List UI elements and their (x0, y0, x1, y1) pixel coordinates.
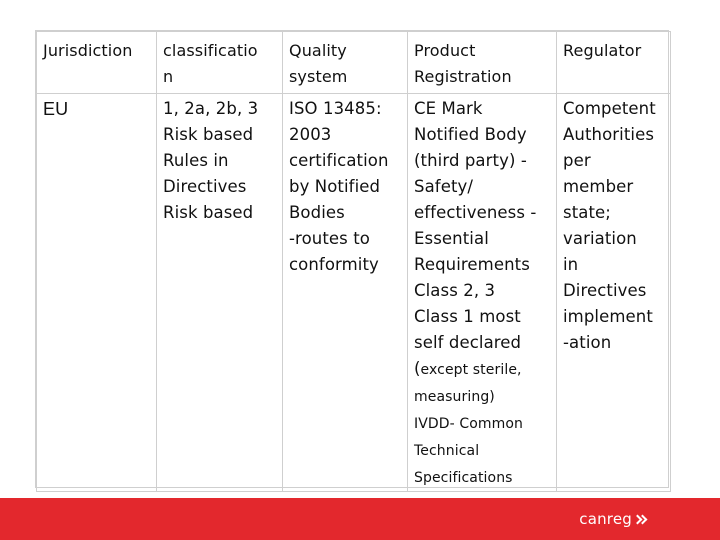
header-cell-product-registration (408, 32, 557, 94)
comparison-table (35, 30, 669, 488)
header-row (37, 32, 671, 94)
cell-regulator (557, 94, 671, 492)
header-quality-system: Quality system (289, 41, 348, 86)
quality-system-value: ISO 13485: 2003 certification by Notified Bodies -routes to conformity (289, 99, 389, 274)
header-cell-quality-system (283, 32, 408, 94)
product-registration-note: except sterile, measuring) IVDD- Common Technical Specifications (414, 362, 524, 486)
product-registration-paren: ( (414, 359, 421, 378)
classification-value: 1, 2a, 2b, 3 Risk based Rules in Directives Risk based (163, 99, 259, 222)
cell-jurisdiction (37, 94, 157, 492)
table-row (37, 94, 671, 492)
canreg-logo (579, 510, 648, 528)
header-cell-classification (157, 32, 283, 94)
header-cell-regulator (557, 32, 671, 94)
footer-bar (0, 498, 720, 540)
regulation-table (36, 31, 671, 492)
logo-text: canreg (579, 510, 632, 528)
regulator-value: Competent Authorities per member state; variation in Directives implement -ation (563, 99, 656, 352)
chevron-arrows-icon (636, 513, 648, 525)
cell-quality-system (283, 94, 408, 492)
product-registration-value: CE Mark Notified Body (third party) - Safety/ effectiveness - Essential Requirements Class 2, 3 Class 1 most self declared (414, 99, 537, 352)
cell-product-registration (408, 94, 557, 492)
jurisdiction-value: EU (43, 99, 69, 119)
product-registration-block (408, 94, 556, 491)
header-product-registration: Product Registration (414, 41, 512, 86)
header-cell-jurisdiction (37, 32, 157, 94)
cell-classification (157, 94, 283, 492)
header-classification: classificatio n (163, 41, 258, 86)
header-jurisdiction: Jurisdiction (43, 41, 133, 60)
header-regulator: Regulator (563, 41, 642, 60)
